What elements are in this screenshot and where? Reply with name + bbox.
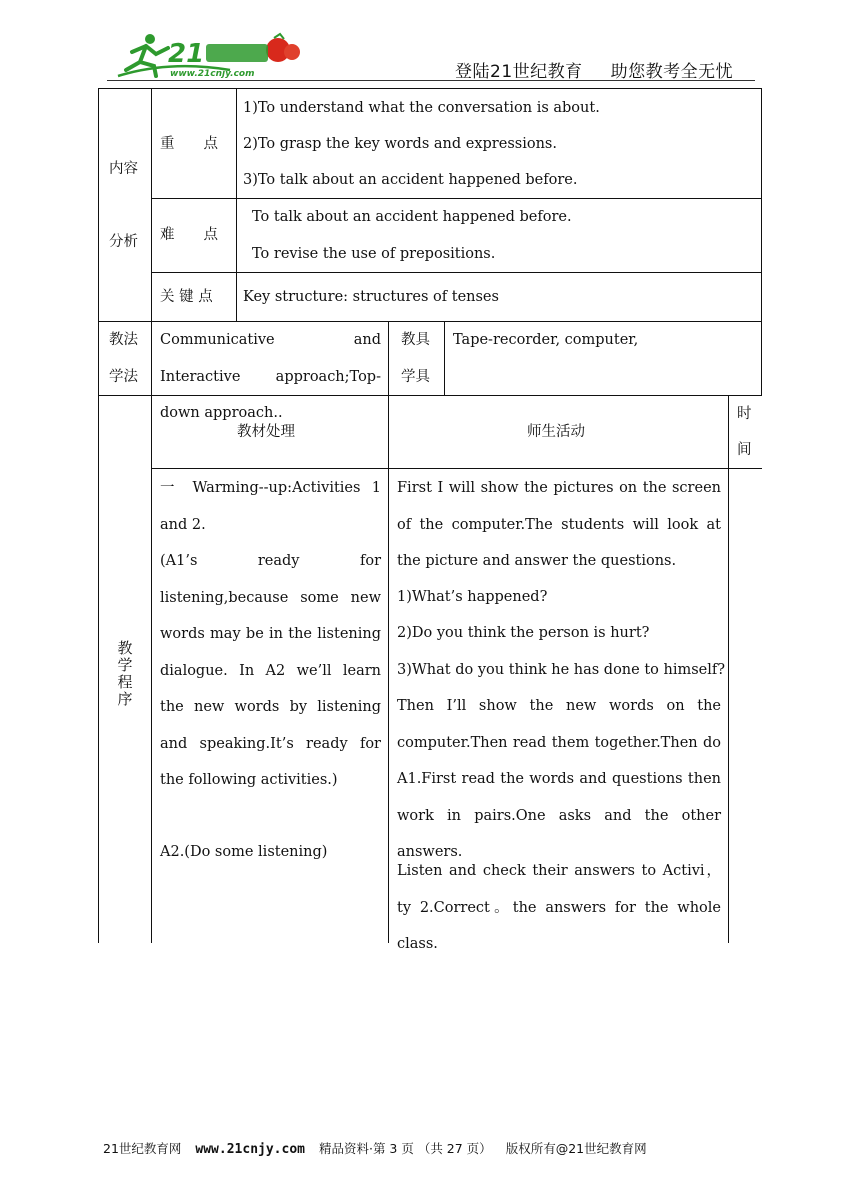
activity-question-2: 2)Do you think the person is hurt? bbox=[397, 625, 650, 641]
difficult-points-label: 难 点 bbox=[160, 227, 218, 243]
activity-question-3: 3)What do you think he has done to himself? bbox=[397, 662, 726, 678]
procedure-label: 教学程序 bbox=[117, 639, 133, 708]
header-slogan bbox=[455, 57, 733, 82]
col-time-header-1: 时 bbox=[737, 406, 752, 422]
svg-text:21: 21 bbox=[168, 39, 205, 69]
svg-text:www.21cnjy.com: www.21cnjy.com bbox=[170, 69, 255, 79]
key-structure-text: Key structure: structures of tenses bbox=[243, 289, 499, 305]
material-warming-up: 一 Warming--up:Activities 1 and 2. bbox=[160, 480, 381, 533]
tools-label-1: 教具 bbox=[401, 332, 430, 348]
slogan-left: 登陆21世纪教育 bbox=[455, 62, 583, 82]
header-rule bbox=[107, 80, 755, 81]
activity-listen-check: Listen and check their answers to Activi，ty 2.Correct。the answers for the whole class. bbox=[397, 863, 721, 952]
col-divider bbox=[236, 88, 237, 321]
difficult-point-2: To revise the use of prepositions. bbox=[252, 246, 496, 262]
material-explanation: (A1’s ready for listening,because some new words may be in the listening dialogue. In A2 we’ll learn the new words by listening and speaking.It’s ready for the following activities.) bbox=[160, 553, 381, 788]
col-divider bbox=[444, 321, 445, 395]
activity-question-1: 1)What’s happened? bbox=[397, 589, 548, 605]
page-footer bbox=[103, 1139, 647, 1157]
key-point-3: 3)To talk about an accident happened before. bbox=[243, 172, 578, 188]
footer-site: 21世纪教育网 bbox=[103, 1141, 182, 1156]
col-activity-header: 师生活动 bbox=[527, 424, 585, 440]
footer-copyright: 版权所有@21世纪教育网 bbox=[505, 1141, 647, 1156]
col-material-header: 教材处理 bbox=[237, 424, 295, 440]
page-header bbox=[0, 0, 860, 90]
activity-new-words: Then I’ll show the new words on the computer.Then read them together.Then do A1.First read the words and questions then work in pairs.One asks and the other answers. bbox=[397, 698, 721, 860]
method-label-2: 学法 bbox=[109, 369, 138, 385]
table-border-right bbox=[761, 88, 762, 395]
tools-text: Tape-recorder, computer, bbox=[453, 332, 639, 348]
material-listening: A2.(Do some listening) bbox=[160, 844, 328, 860]
content-analysis-label-2: 分析 bbox=[109, 234, 138, 250]
21cnjy-logo bbox=[110, 30, 310, 82]
col-divider bbox=[151, 88, 152, 943]
key-structure-label: 关 键 点 bbox=[160, 289, 213, 305]
key-point-1: 1)To understand what the conversation is about. bbox=[243, 100, 600, 116]
col-time-header-2: 间 bbox=[737, 442, 752, 458]
footer-url[interactable]: www.21cnjy.com bbox=[195, 1142, 305, 1157]
method-label-1: 教法 bbox=[109, 332, 138, 348]
footer-page-info: 精品资料·第 3 页 （共 27 页） bbox=[318, 1141, 492, 1156]
key-point-2: 2)To grasp the key words and expressions. bbox=[243, 136, 557, 152]
col-divider bbox=[728, 395, 729, 943]
col-divider bbox=[388, 321, 389, 943]
slogan-right: 助您教考全无忧 bbox=[610, 62, 734, 82]
row-divider bbox=[151, 468, 762, 469]
table-border-left bbox=[98, 88, 99, 943]
activity-show-pictures: First I will show the pictures on the screen of the computer.The students will look at the picture and answer the questions. bbox=[397, 480, 721, 569]
method-text: Communicative and Interactive approach;Top-down approach.. bbox=[160, 332, 381, 421]
tools-label-2: 学具 bbox=[401, 369, 430, 385]
content-analysis-label-1: 内容 bbox=[109, 161, 138, 177]
key-points-label: 重 点 bbox=[160, 136, 218, 152]
difficult-point-1: To talk about an accident happened before. bbox=[252, 209, 572, 225]
table-border-top bbox=[98, 88, 762, 89]
